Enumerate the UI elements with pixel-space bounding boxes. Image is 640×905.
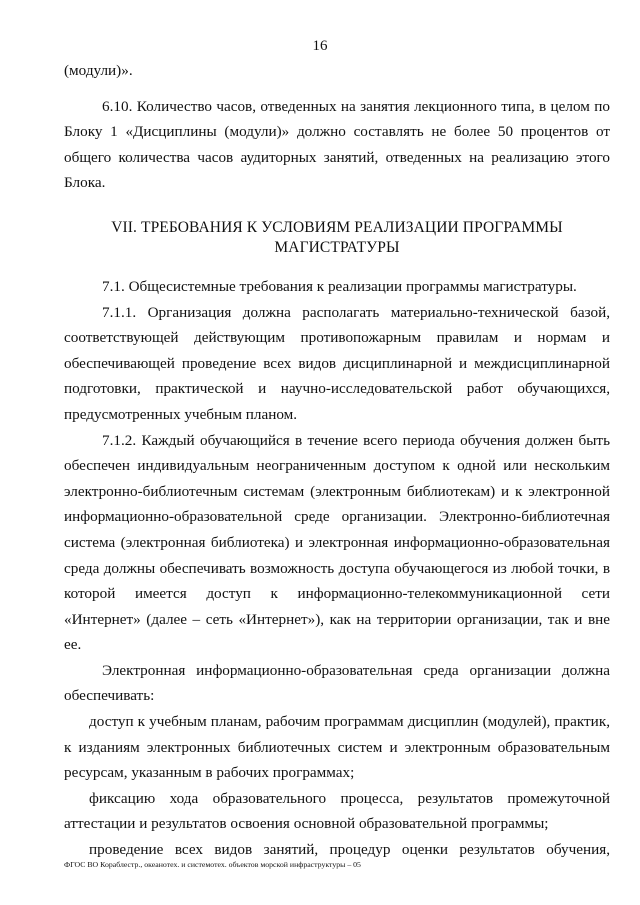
- section-heading-line1: VII. ТРЕБОВАНИЯ К УСЛОВИЯМ РЕАЛИЗАЦИИ ПРОГРАММЫ: [111, 218, 563, 236]
- document-body: [64, 58, 610, 863]
- paragraph-access: доступ к учебным планам, рабочим программам дисциплин (модулей), практик, к изданиям электронных библиотечных систем и электронным образовательным ресурсам, указанным в рабочих программах;: [64, 713, 610, 782]
- paragraph-fixation: фиксацию хода образовательного процесса, результатов промежуточной аттестации и результатов освоения основной образовательной программы;: [64, 789, 610, 833]
- paragraph-conducting: проведение всех видов занятий, процедур оценки результатов обучения,: [89, 841, 610, 859]
- section-heading: [64, 218, 610, 258]
- section-heading-line2: МАГИСТРАТУРЫ: [274, 238, 400, 256]
- paragraph-7-1-1: 7.1.1. Организация должна располагать материально-технической базой, соответствующей действующим противопожарным правилам и нормам и обеспечивающей проведение всех видов дисциплинарной и междисциплинарной подготовки, практической и научно-исследовательской работ обучающихся, предусмотренных учебным планом.: [64, 303, 610, 423]
- page-footer: ФГОС ВО Кораблестр., океанотех. и системотех. объектов морской инфраструктуры – 05: [64, 860, 361, 869]
- paragraph-continuation: (модули)».: [64, 62, 133, 79]
- paragraph-environment: Электронная информационно-образовательная среда организации должна обеспечивать:: [64, 661, 610, 705]
- page-number: 16: [312, 38, 328, 54]
- paragraph-7-1-2: 7.1.2. Каждый обучающийся в течение всего периода обучения должен быть обеспечен индивидуальным неограниченным доступом к одной или нескольким электронно-библиотечным системам (электронным библиотекам) и к электронной информационно-образовательной среде организации. Электронно-библиотечная система (электронная библиотека) и электронная информационно-образовательная среда должны обеспечивать возможность доступа обучающегося из любой точки, в которой имеется доступ к информационно-телекоммуникационной сети «Интернет» (далее – сеть «Интернет»), как на территории организации, так и вне ее.: [64, 431, 610, 654]
- paragraph-6-10: 6.10. Количество часов, отведенных на занятия лекционного типа, в целом по Блоку 1 «Дисциплины (модули)» должно составлять не более 50 процентов от общего количества часов аудиторных занятий, отведенных на реализацию этого Блока.: [64, 97, 610, 192]
- paragraph-7-1: 7.1. Общесистемные требования к реализации программы магистратуры.: [102, 277, 577, 295]
